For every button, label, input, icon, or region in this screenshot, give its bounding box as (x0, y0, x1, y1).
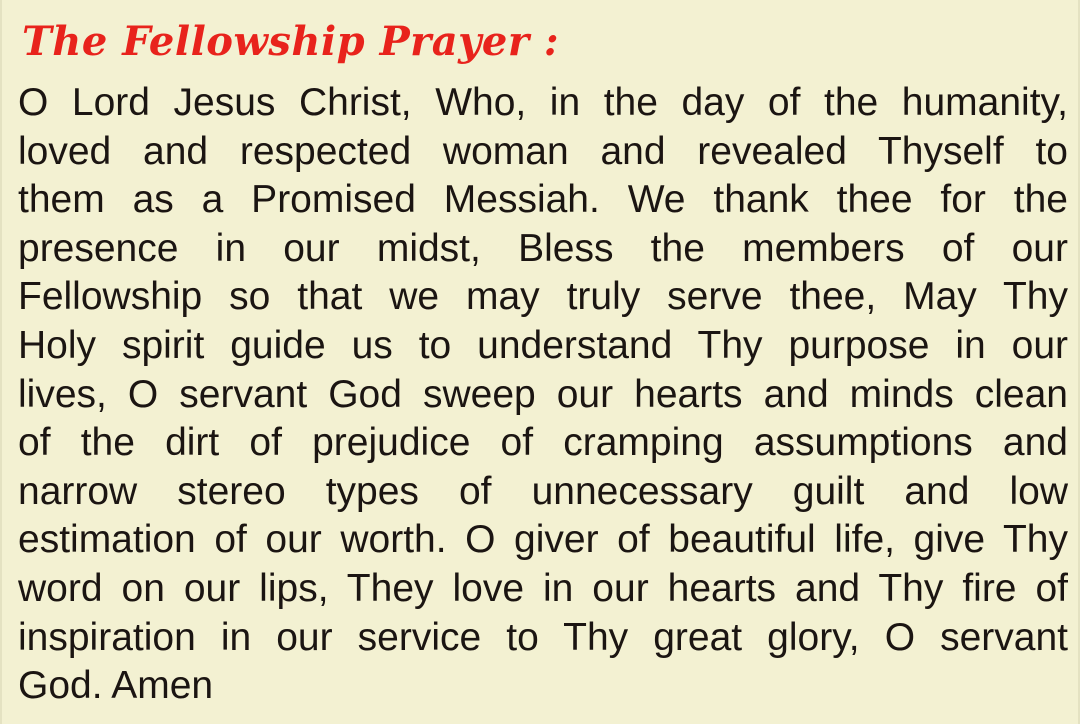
prayer-line: Fellowship so that we may truly serve thee, May Thy (18, 275, 1068, 319)
prayer-title: The Fellowship Prayer : (22, 18, 560, 65)
prayer-line: O Lord Jesus Christ, Who, in the day of the humanity, (18, 81, 1068, 124)
prayer-line-last: God. Amen (18, 664, 214, 708)
prayer-line: presence in our midst, Bless the members of our (18, 226, 1068, 270)
prayer-line: them as a Promised Messiah. We thank thee for the (18, 178, 1068, 222)
prayer-line: lives, O servant God sweep our hearts and minds clean (18, 372, 1068, 416)
prayer-line: word on our lips, They love in our hearts and Thy fire of (18, 566, 1068, 610)
prayer-line: inspiration in our service to Thy great glory, O servant (18, 615, 1068, 659)
prayer-text (18, 79, 1068, 711)
prayer-line: of the dirt of prejudice of cramping assumptions and (18, 421, 1068, 465)
prayer-line: narrow stereo types of unnecessary guilt and low (18, 469, 1068, 513)
prayer-line: Holy spirit guide us to understand Thy purpose in our (18, 323, 1068, 367)
prayer-line: estimation of our worth. O giver of beautiful life, give Thy (18, 518, 1068, 562)
prayer-line: loved and respected woman and revealed Thyself to (18, 129, 1068, 173)
